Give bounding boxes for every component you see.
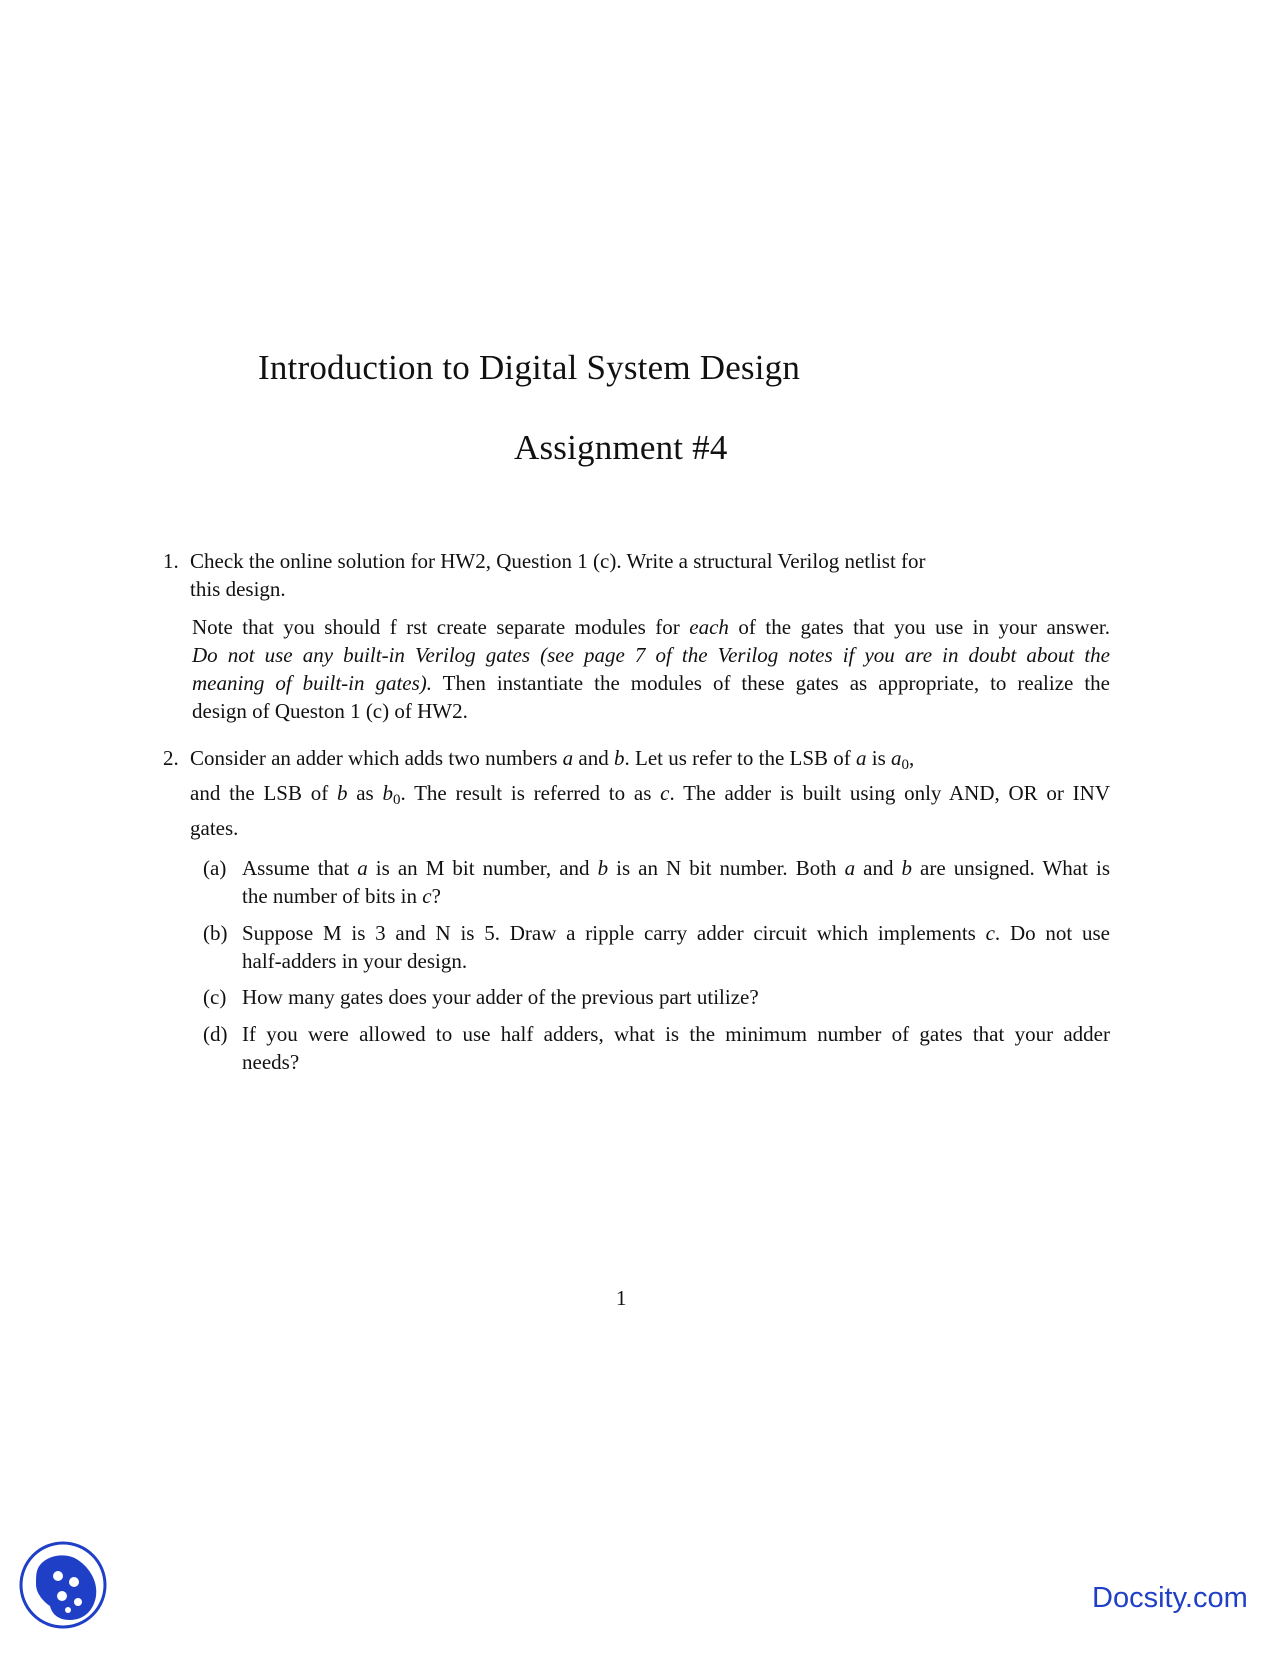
part-a-label: (a) [203,856,227,880]
part-d-label: (d) [203,1022,228,1046]
docsity-watermark[interactable]: Docsity.com [1092,1582,1248,1614]
part-b-text: Suppose M is 3 and N is 5. Draw a ripple carry adder circuit which implements c. Do not use half-adders in your design. [242,921,1110,973]
question-1-note [192,613,1110,725]
question-1-line-1: Check the online solution for HW2, Question 1 (c). Write a structural Verilog netlist for [190,549,926,573]
note-line-3: meaning of built-in gates). Then instantiate the modules of these gates as appropriate, to realize the [192,671,1111,695]
note-line-2: Do not use any built-in Verilog gates (see page 7 of the Verilog notes if you are in doubt about the [192,643,1110,667]
question-2-number: 2. [163,746,179,770]
note-line-1: Note that you should f rst create separate modules for each of the gates that you use in your answer. [192,615,1111,639]
question-2-line-2: and the LSB of b as $b_0$. The result is referred to as c. The adder is built using only AND, OR or INV [190,781,1110,808]
question-1-number: 1. [163,549,179,573]
document-title: Introduction to Digital System Design [258,348,801,387]
part-c-text: How many gates does your adder of the previous part utilize? [242,985,759,1009]
question-1-text [190,547,1110,603]
docsity-logo-icon [18,1540,108,1630]
assignment-subtitle: Assignment #4 [514,428,728,467]
question-1-line-2: this design. [190,577,286,601]
part-b-label: (b) [203,921,228,945]
note-line-4: design of Queston 1 (c) of HW2. [192,699,468,723]
question-2-line-1: Consider an adder which adds two numbers a and b. Let us refer to the LSB of a is $a_0$, [190,746,915,773]
note-emphasis-each: each [689,615,729,639]
part-a-text: Assume that a is an M bit number, and b is an N bit number. Both a and b are unsigned. What is the number of bits in c? [242,856,1110,908]
part-c-label: (c) [203,985,227,1009]
question-2-line-3: gates. [190,816,239,840]
page-number: 1 [616,1286,627,1310]
question-2-text [190,744,1110,842]
part-d-text: If you were allowed to use half adders, what is the minimum number of gates that your adder needs? [242,1022,1110,1074]
